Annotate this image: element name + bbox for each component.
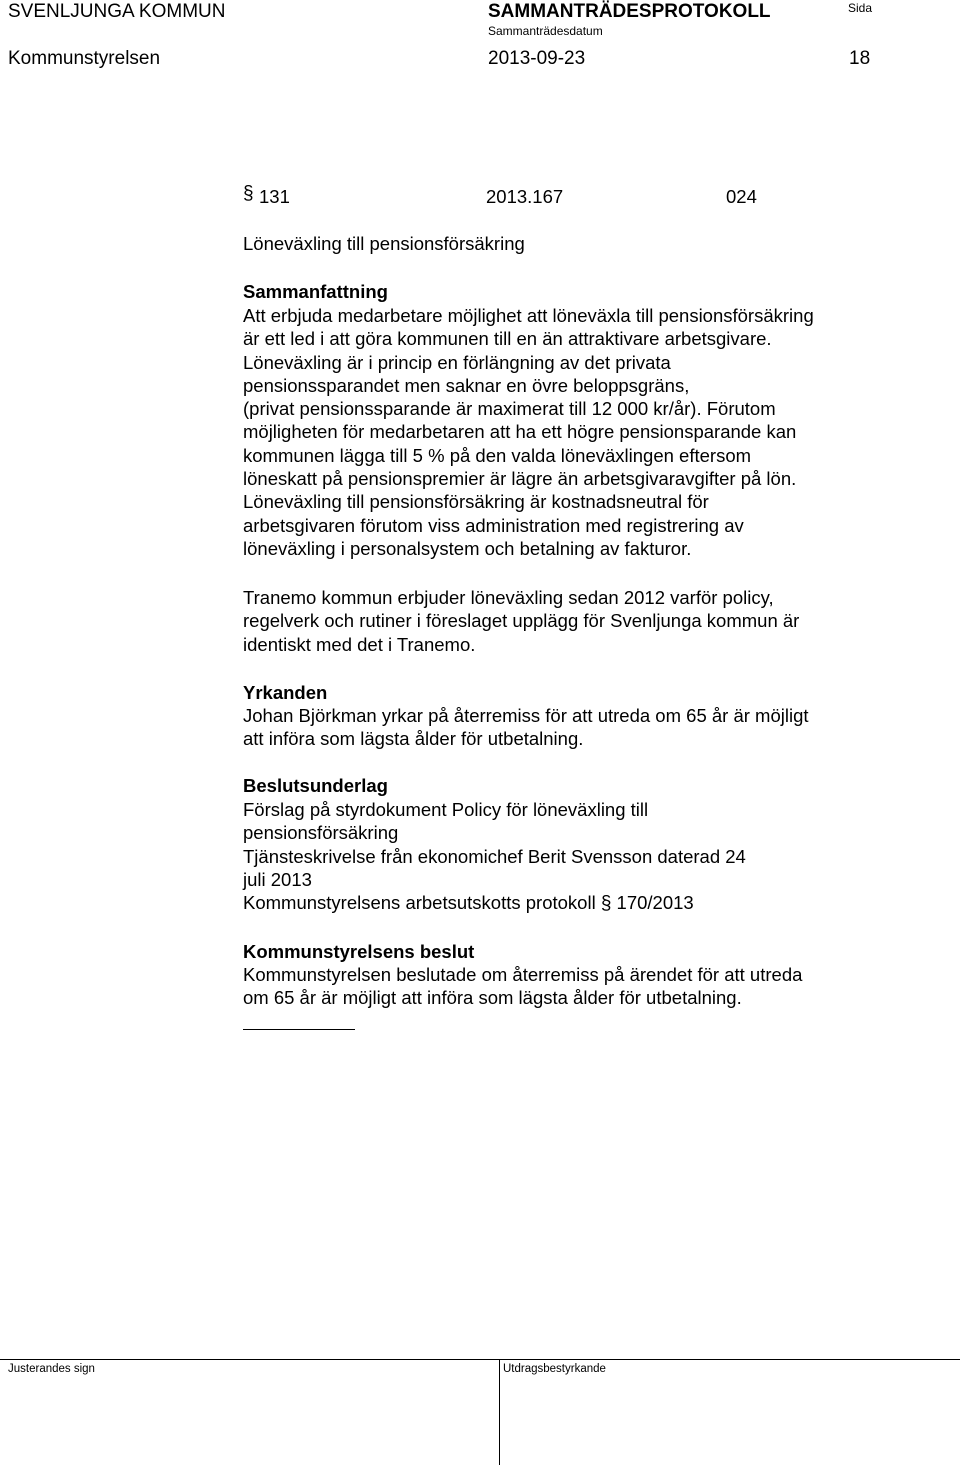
summary-line: (privat pensionssparande är maximerat till 12 000 kr/år). Förutom (243, 398, 776, 420)
end-rule (243, 1029, 355, 1030)
footer-utdragsbestyrkande: Utdragsbestyrkande (503, 1363, 606, 1375)
summary-line: regelverk och rutiner i föreslaget upplägg för Svenljunga kommun är (243, 610, 800, 632)
header-page-number: 18 (849, 48, 871, 69)
summary-line: Löneväxling till pensionsförsäkring är kostnadsneutral för (243, 491, 709, 513)
motion-heading: Yrkanden (243, 682, 328, 703)
summary-line: arbetsgivaren förutom viss administration med registrering av (243, 514, 744, 536)
basis-line: Förslag på styrdokument Policy för löneväxling till (243, 799, 649, 820)
header-org: SVENLJUNGA KOMMUN (8, 1, 226, 22)
basis-protocol-prefix: Kommunstyrelsens arbetsutskotts protokoll (243, 892, 596, 914)
header-body-name: Kommunstyrelsen (8, 48, 161, 69)
header-doc-title: SAMMANTRÄDESPROTOKOLL (488, 1, 771, 22)
motion-paragraph (243, 704, 809, 751)
motion-line: att införa som lägsta ålder för utbetalning. (243, 728, 584, 750)
summary-paragraph (243, 304, 814, 560)
section-sign: § (243, 183, 254, 204)
header-page-label: Sida (848, 1, 873, 15)
item-title: Löneväxling till pensionsförsäkring (243, 233, 525, 254)
item-header-row (243, 181, 943, 211)
summary-line: Att erbjuda medarbetare möjlighet att löneväxla till pensionsförsäkring (243, 305, 814, 326)
summary-line: löneskatt på pensionspremier är lägre än arbetsgivaravgifter på lön. (243, 468, 797, 490)
footer-justerandes-sign: Justerandes sign (8, 1363, 95, 1375)
item-code: 024 (726, 186, 757, 207)
summary-paragraph-2 (243, 586, 799, 656)
motion-line: Johan Björkman yrkar på återremiss för att utreda om 65 år är möjligt (243, 705, 809, 726)
header-date-label: Sammanträdesdatum (488, 24, 603, 38)
footer-divider (499, 1359, 500, 1465)
summary-line: är ett led i att göra kommunen till en än attraktivare arbetsgivare. (243, 328, 772, 350)
decision-heading: Kommunstyrelsens beslut (243, 941, 475, 962)
basis-line: pensionsförsäkring (243, 822, 399, 844)
summary-heading: Sammanfattning (243, 281, 388, 302)
section-sign: § (600, 893, 612, 915)
summary-line: löneväxling i personalsystem och betalning av fakturor. (243, 537, 692, 559)
basis-line: Tjänsteskrivelse från ekonomichef Berit Svensson daterad 24 (243, 845, 746, 867)
summary-line: möjligheten för medarbetaren att ha ett högre pensionsparande kan (243, 421, 797, 443)
decision-line: Kommunstyrelsen beslutade om återremiss på ärendet för att utreda (243, 964, 803, 985)
summary-line: Tranemo kommun erbjuder löneväxling sedan 2012 varför policy, (243, 587, 774, 608)
summary-line: Löneväxling är i princip en förlängning av det privata (243, 351, 671, 373)
footer-rule (0, 1359, 960, 1360)
item-number: 131 (259, 186, 290, 207)
item-dnr: 2013.167 (486, 186, 564, 207)
decision-line: om 65 år är möjligt att införa som lägsta ålder för utbetalning. (243, 987, 742, 1009)
basis-list (243, 798, 746, 915)
basis-line: juli 2013 (243, 868, 312, 890)
summary-line: kommunen lägga till 5 % på den valda löneväxlingen eftersom (243, 444, 752, 466)
decision-paragraph (243, 963, 802, 1010)
summary-line: identiskt med det i Tranemo. (243, 633, 476, 655)
summary-line: pensionssparandet men saknar en övre beloppsgräns, (243, 374, 690, 396)
basis-line-protocol (243, 891, 746, 915)
basis-protocol-ref: 170/2013 (616, 892, 694, 914)
header-date: 2013-09-23 (488, 48, 586, 69)
basis-heading: Beslutsunderlag (243, 775, 388, 796)
